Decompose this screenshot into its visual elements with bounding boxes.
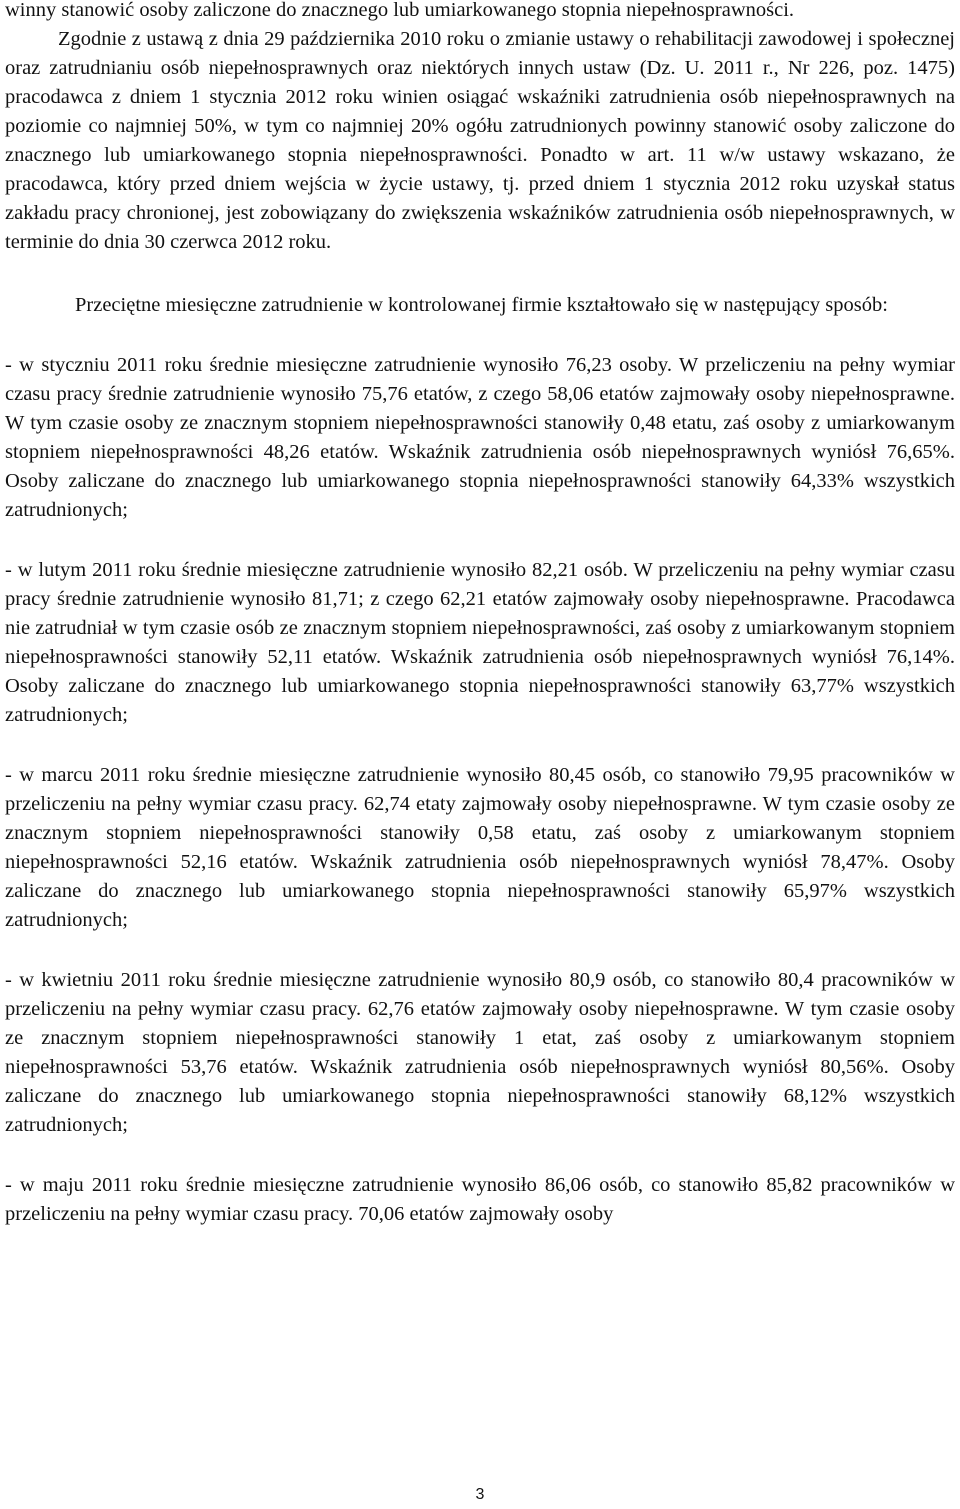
paragraph-spacer [5,730,955,761]
paragraph-spacer [5,525,955,556]
paragraph-continuation: winny stanowić osoby zaliczone do znacznego lub umiarkowanego stopnia niepełnosprawności. [5,0,795,21]
document-page [5,0,955,1229]
paragraph-spacer [5,1140,955,1171]
paragraph-legal-basis: Zgodnie z ustawą z dnia 29 października 2010 roku o zmianie ustawy o rehabilitacji zawodowej i społecznej oraz zatrudnianiu osób niepełnosprawnych oraz niektórych innych ustaw (Dz. U. 2011 r., Nr 226, poz. 1475) pracodawca z dniem 1 stycznia 2012 roku winien osiągać wskaźniki zatrudnienia osób niepełnosprawnych na poziomie co najmniej 50%, w tym co najmniej 20% ogółu zatrudnionych powinny stanowić osoby zaliczone do znacznego lub umiarkowanego stopnia niepełnosprawności. Ponadto w art. 11 w/w ustawy wskazano, że pracodawca, który przed dniem wejścia w życie ustawy, tj. przed dniem 1 stycznia 2012 roku uzyskał status zakładu pracy chronionej, jest zobowiązany do zwiększenia wskaźników zatrudnienia osób niepełnosprawnych, w terminie do dnia 30 czerwca 2012 roku. [5,28,955,253]
paragraph-march: - w marcu 2011 roku średnie miesięczne zatrudnienie wynosiło 80,45 osób, co stanowiło 79,95 pracowników w przeliczeniu na pełny wymiar czasu pracy. 62,74 etaty zajmowały osoby niepełnosprawne. W tym czasie osoby ze znacznym stopniem niepełnosprawności stanowiły 0,58 etatu, zaś osoby z umiarkowanym stopniem niepełnosprawności 52,16 etatów. Wskaźnik zatrudnienia osób niepełnosprawnych wyniósł 78,47%. Osoby zaliczane do znacznego lub umiarkowanego stopnia niepełnosprawności stanowiły 65,97% wszystkich zatrudnionych; [5,764,955,931]
paragraph-spacer [5,935,955,966]
paragraph-february: - w lutym 2011 roku średnie miesięczne zatrudnienie wynosiło 82,21 osób. W przeliczeniu na pełny wymiar czasu pracy średnie zatrudnienie wynosiło 81,71; z czego 62,21 etatów zajmowały osoby niepełnosprawne. Pracodawca nie zatrudniał w tym czasie osób ze znacznym stopniem niepełnosprawności, zaś osoby z umiarkowanym stopniem niepełnosprawności stanowiły 52,11 etatów. Wskaźnik zatrudnienia osób niepełnosprawnych wyniósł 76,14%. Osoby zaliczane do znacznego lub umiarkowanego stopnia niepełnosprawności stanowiły 63,77% wszystkich zatrudnionych; [5,559,955,726]
paragraph-january: - w styczniu 2011 roku średnie miesięczne zatrudnienie wynosiło 76,23 osoby. W przeliczeniu na pełny wymiar czasu pracy średnie zatrudnienie wynosiło 75,76 etatów, z czego 58,06 etatów zajmowały osoby niepełnosprawne. W tym czasie osoby ze znacznym stopniem niepełnosprawności stanowiły 0,48 etatu, zaś osoby z umiarkowanym stopniem niepełnosprawności 48,26 etatów. Wskaźnik zatrudnienia osób niepełnosprawnych wyniósł 76,65%. Osoby zaliczane do znacznego lub umiarkowanego stopnia niepełnosprawności stanowiły 64,33% wszystkich zatrudnionych; [5,354,955,521]
paragraph-april: - w kwietniu 2011 roku średnie miesięczne zatrudnienie wynosiło 80,9 osób, co stanowiło 80,4 pracowników w przeliczeniu na pełny wymiar czasu pracy. 62,76 etatów zajmowały osoby niepełnosprawne. W tym czasie osoby ze znacznym stopniem niepełnosprawności stanowiły 1 etat, zaś osoby z umiarkowanym stopniem niepełnosprawności 53,76 etatów. Wskaźnik zatrudnienia osób niepełnosprawnych wyniósł 80,56%. Osoby zaliczane do znacznego lub umiarkowanego stopnia niepełnosprawności stanowiły 68,12% wszystkich zatrudnionych; [5,969,955,1136]
paragraph-spacer [5,257,955,291]
paragraph-spacer [5,320,955,351]
page-number: 3 [475,1486,485,1503]
paragraph-employment-intro: Przeciętne miesięczne zatrudnienie w kontrolowanej firmie kształtowało się w następujący sposób: [75,294,888,316]
paragraph-may: - w maju 2011 roku średnie miesięczne zatrudnienie wynosiło 86,06 osób, co stanowiło 85,82 pracowników w przeliczeniu na pełny wymiar czasu pracy. 70,06 etatów zajmowały osoby [5,1174,955,1225]
